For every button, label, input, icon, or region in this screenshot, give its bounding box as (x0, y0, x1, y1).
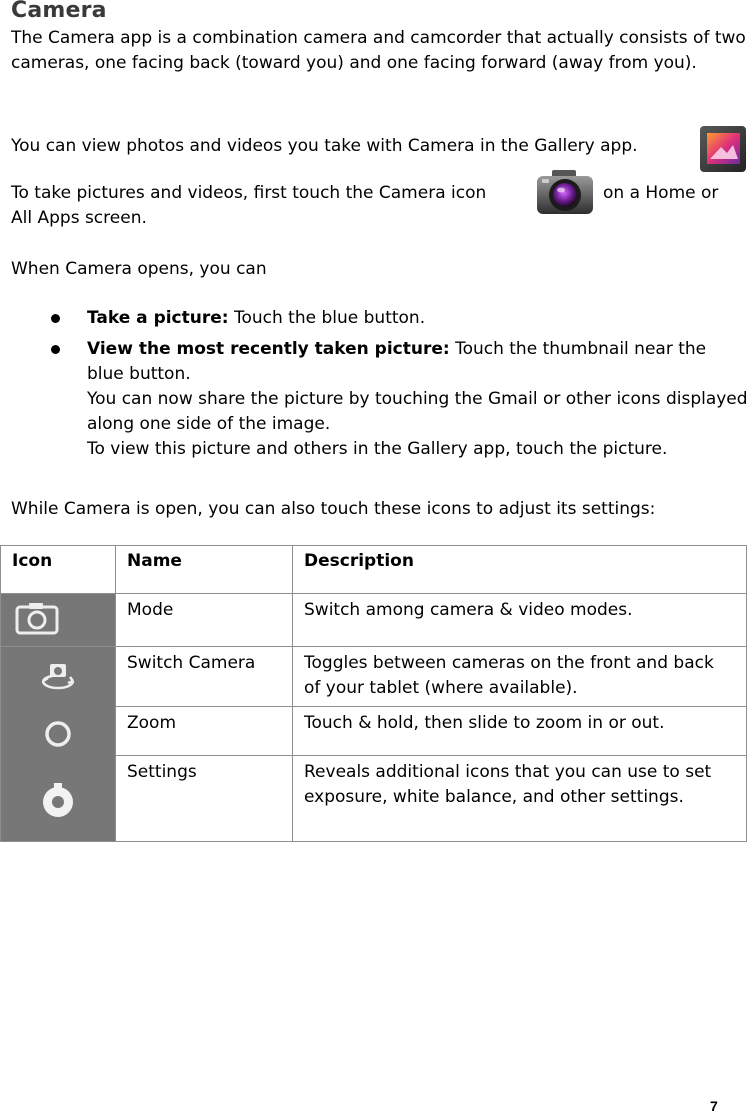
bullet-icon (51, 345, 60, 354)
table-header-row (1, 546, 747, 594)
take-pictures-paragraph-line2: All Apps screen. (11, 208, 147, 228)
header-icon: Icon (1, 546, 116, 594)
camera-app-icon (534, 167, 596, 219)
page-heading: Camera (11, 0, 107, 23)
name-cell: Settings (116, 756, 293, 842)
table-row (1, 647, 747, 707)
icon-cell (1, 594, 116, 647)
description-cell: Toggles between cameras on the front and back of your tablet (where available). (293, 647, 747, 707)
header-name: Name (116, 546, 293, 594)
take-pictures-paragraph: To take pictures and videos, first touch the Camera icon (11, 183, 487, 203)
action-list (0, 306, 748, 468)
list-item (0, 306, 748, 331)
zoom-icon (43, 719, 73, 749)
description-cell: Reveals additional icons that you can use to set exposure, white balance, and other settings. (293, 756, 747, 842)
list-item-label: View the most recently taken picture: (87, 339, 450, 359)
list-item-subtext: To view this picture and others in the Gallery app, touch the picture. (87, 439, 668, 459)
header-description: Description (293, 546, 747, 594)
list-item-label: Take a picture: (87, 308, 229, 328)
gallery-paragraph: You can view photos and videos you take with Camera in the Gallery app. (11, 136, 638, 156)
name-cell: Zoom (116, 707, 293, 756)
camera-opens-paragraph: When Camera opens, you can (11, 259, 267, 279)
page-number: 7 (710, 1098, 718, 1114)
list-item-subtext: You can now share the picture by touching the Gmail or other icons displayed along one side of the image. (87, 389, 748, 434)
name-cell: Mode (116, 594, 293, 647)
switch-camera-icon (38, 661, 78, 697)
gallery-app-icon (699, 125, 747, 173)
settings-table (0, 545, 747, 842)
bullet-icon (51, 314, 60, 323)
description-cell: Touch & hold, then slide to zoom in or out. (293, 707, 747, 756)
camera-mode-icon (12, 598, 62, 638)
table-row (1, 594, 747, 647)
list-item-text: Touch the blue button. (228, 308, 426, 328)
list-item (0, 337, 748, 462)
icon-cell (1, 647, 116, 842)
settings-intro-paragraph: While Camera is open, you can also touch these icons to adjust its settings: (11, 499, 656, 519)
description-cell: Switch among camera & video modes. (293, 594, 747, 647)
intro-paragraph: The Camera app is a combination camera and camcorder that actually consists of two cameras, one facing back (toward you) and one facing forward (away from you). (11, 28, 746, 73)
settings-icon (39, 782, 77, 820)
name-cell: Switch Camera (116, 647, 293, 707)
take-pictures-paragraph-end: on a Home or (603, 183, 719, 203)
list-item-text: Touch the thumbnail near the blue button. (87, 339, 707, 384)
